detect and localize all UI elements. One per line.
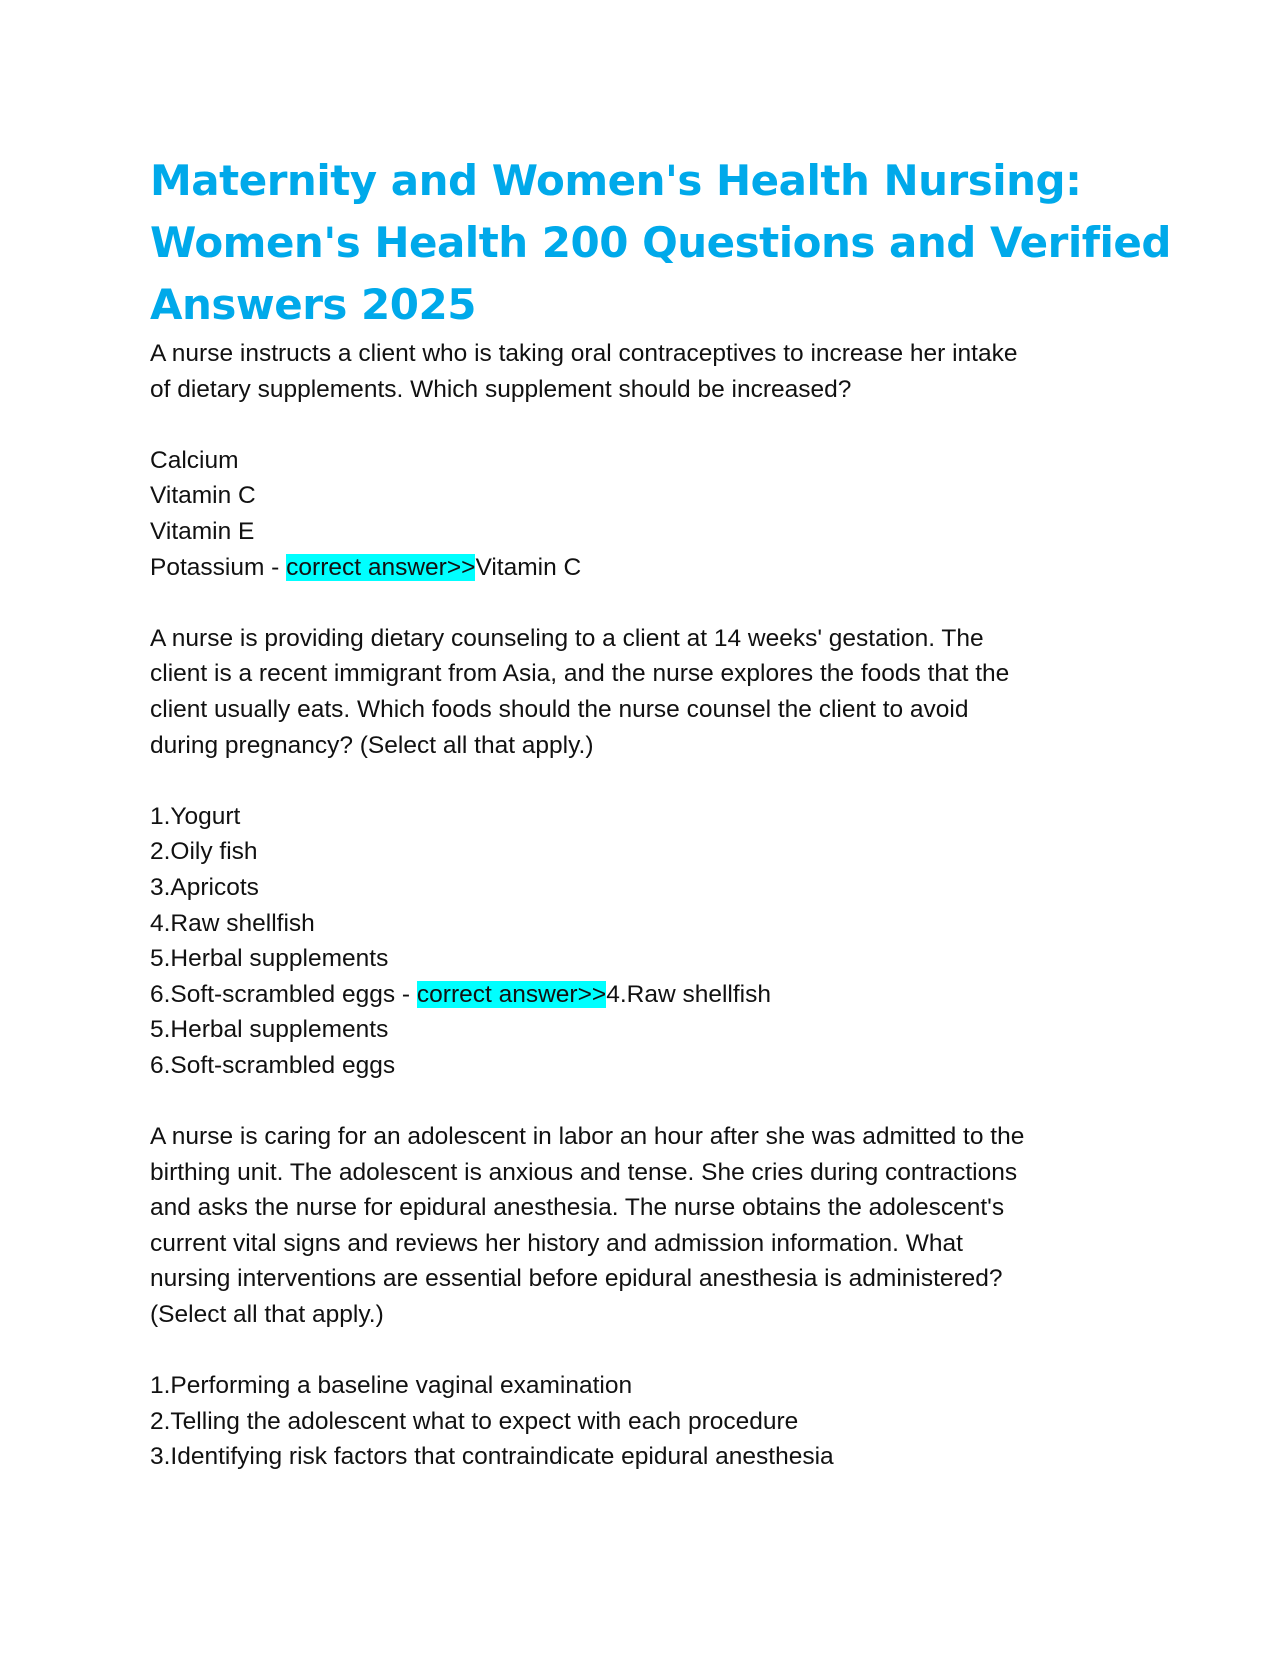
question-1-option: Vitamin C	[150, 482, 256, 510]
question-3-stem-line: current vital signs and reviews her history and admission information. What	[150, 1229, 963, 1257]
question-3	[150, 1119, 1130, 1475]
question-3-option: 1.Performing a baseline vaginal examination	[150, 1372, 633, 1400]
question-2-stem-line: A nurse is providing dietary counseling to a client at 14 weeks' gestation. The	[150, 624, 984, 652]
question-3-stem-line: birthing unit. The adolescent is anxious and tense. She cries during contractions	[150, 1158, 1018, 1186]
question-2-stem-line: during pregnancy? (Select all that apply.)	[150, 731, 594, 759]
question-2	[150, 621, 1130, 1119]
title-line-1: Maternity and Women's Health Nursing:	[150, 156, 1082, 205]
question-1-stem-line: A nurse instructs a client who is taking oral contraceptives to increase her intake	[150, 340, 1018, 367]
question-2-option: 1.Yogurt	[150, 802, 241, 830]
correct-answer-highlight: correct answer>>	[286, 553, 476, 581]
question-3-option: 2.Telling the adolescent what to expect with each procedure	[150, 1407, 799, 1435]
question-3-stem-line: (Select all that apply.)	[150, 1301, 384, 1329]
question-1-option: Calcium	[150, 446, 239, 474]
question-1-answer-line	[150, 550, 1130, 586]
question-2-answer-extra: 5.Herbal supplements	[150, 1016, 389, 1044]
question-1-last-option: Potassium -	[150, 553, 287, 581]
question-3-option: 3.Identifying risk factors that contraindicate epidural anesthesia	[150, 1443, 834, 1471]
question-2-option: 4.Raw shellfish	[150, 909, 315, 937]
correct-answer-highlight: correct answer>>	[416, 980, 607, 1008]
document-page	[150, 150, 1171, 1475]
question-2-answer: 4.Raw shellfish	[606, 980, 771, 1008]
question-3-stem-line: and asks the nurse for epidural anesthesia. The nurse obtains the adolescent's	[150, 1194, 1005, 1222]
question-2-answer-extra: 6.Soft-scrambled eggs	[150, 1051, 396, 1079]
question-3-stem-line: A nurse is caring for an adolescent in labor an hour after she was admitted to the	[150, 1123, 1025, 1151]
question-2-option: 3.Apricots	[150, 873, 259, 901]
question-1-answer: Vitamin C	[475, 553, 582, 581]
question-1	[150, 336, 1130, 621]
document-title	[150, 150, 1171, 336]
question-2-answer-line	[150, 977, 1130, 1013]
question-1-option: Vitamin E	[150, 517, 255, 545]
question-2-option: 5.Herbal supplements	[150, 945, 389, 973]
question-2-last-option: 6.Soft-scrambled eggs -	[150, 980, 417, 1008]
question-1-stem-line: of dietary supplements. Which supplement should be increased?	[150, 375, 852, 403]
question-2-option: 2.Oily fish	[150, 838, 258, 866]
title-line-2: Women's Health 200 Questions and Verified	[150, 218, 1171, 267]
question-2-stem-line: client is a recent immigrant from Asia, and the nurse explores the foods that the	[150, 660, 1010, 688]
question-2-stem-line: client usually eats. Which foods should the nurse counsel the client to avoid	[150, 695, 969, 723]
title-line-3: Answers 2025	[150, 280, 476, 329]
question-3-stem-line: nursing interventions are essential before epidural anesthesia is administered?	[150, 1265, 1003, 1293]
